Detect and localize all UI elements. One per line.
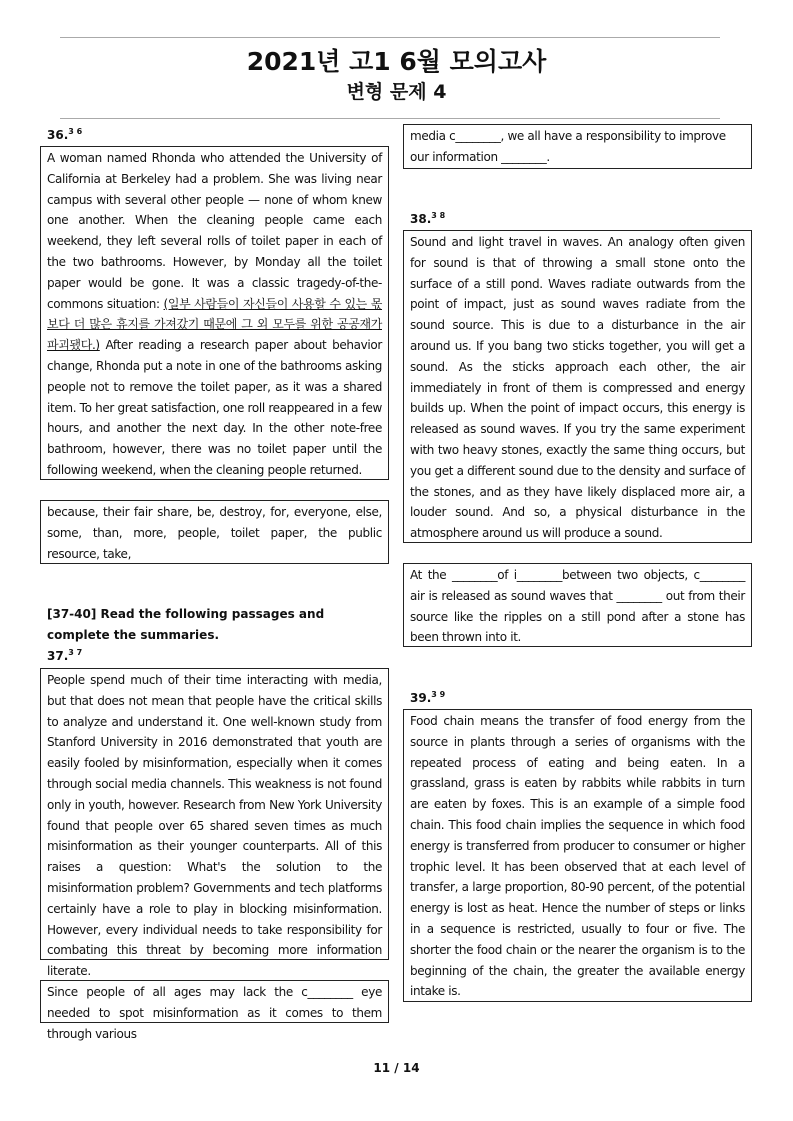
question-37-summary-part1: Since people of all ages may lack the c________ eye needed to spot misinformation as it comes to them through various: [40, 980, 389, 1023]
header-divider: [60, 118, 720, 119]
page-number: 11 / 14: [373, 1061, 420, 1075]
question-39-passage: Food chain means the transfer of food energy from the source in plants through a series of organisms with the repeated process of eating and being eaten. In a grassland, grass is eaten by rabbits while rabbits in turn are eaten by foxes. This is an example of a simple food chain. This food chain implies the sequence in which food energy is transferred from producer to consumer or higher trophic level. It has been observed that at each level of transfer, a large proportion, 80-90 percent, of the potential energy is lost as heat. Hence the number of steps or links in a sequence is restricted, usually to four or five. The shorter the food chain or the nearer the organism is to the beginning of the chain, the greater the available energy intake is.: [403, 709, 752, 1002]
question-number: 37.: [47, 649, 69, 663]
question-38-number: [410, 211, 445, 226]
question-38-passage: Sound and light travel in waves. An analogy often given for sound is that of throwing a small stone onto the surface of a still pond. Waves radiate outwards from the point of impact, just as sound waves radiate from the sound source. This is due to a disturbance in the air around us. If you bang two sticks together, you will get a sound. As the sticks approach each other, the air immediately in front of them is compressed and energy builds up. When the point of impact occurs, this energy is released as sound waves. If you try the same experiment with two heavy stones, exactly the same thing occurs, but you get a different sound due to the density and surface of the stones, and as they have likely displaced more air, a louder sound. And so, a physical disturbance in the atmosphere around us will produce a sound.: [403, 230, 752, 543]
page-subtitle: 변형 문제 4: [346, 81, 447, 103]
question-37-summary-part2: media c________, we all have a responsibility to improve our information ________.: [403, 124, 752, 169]
question-37-number: [47, 648, 82, 663]
question-38-summary: At the ________of i________between two objects, c________ air is released as sound waves that ________ out from their source like the ripples on a still pond after a stone has been thrown into it.: [403, 563, 752, 647]
question-39-number: [410, 690, 445, 705]
question-sup: 3 6: [68, 127, 83, 136]
question-number: 36.: [47, 128, 69, 142]
question-37-passage: People spend much of their time interacting with media, but that does not mean that people have the critical skills to analyze and understand it. One well-known study from Stanford University in 2016 demonstrated that youth are easily fooled by misinformation, especially when it comes through social media channels. This weakness is not found only in youth, however. Research from New York University found that people over 65 shared seven times as much misinformation as their younger counterparts. All of this raises a question: What's the solution to the misinformation problem? Governments and tech platforms certainly have a role to play in blocking misinformation. However, every individual needs to take responsibility for combating this threat by becoming more information literate.: [40, 668, 389, 960]
instructions: [37-40] Read the following passages and complete the summaries.: [47, 607, 325, 642]
question-36-number: [47, 127, 82, 142]
passage-text: After reading a research paper about behavior change, Rhonda put a note in one of the bathrooms asking people not to remove the toilet paper, as it was a shared item. To her great satisfaction, one roll reappeared in a few hours, and another the next day. In the other note-free bathroom, however, there was no toilet paper until the following weekend, when the cleaning people returned.: [47, 338, 382, 477]
question-sup: 3 7: [68, 648, 83, 657]
question-number: 38.: [410, 212, 432, 226]
question-sup: 3 9: [431, 690, 446, 699]
question-sup: 3 8: [431, 211, 446, 220]
passage-text: A woman named Rhonda who attended the University of California at Berkeley had a problem. She was living near campus with several other people — none of whom knew one another. When the cleaning people came each weekend, they left several rolls of toilet paper in each of the two bathrooms. However, by Monday all the toilet paper would be gone. It was a classic tragedy-of-the-commons situation:: [47, 151, 382, 311]
underlined-korean-text: (일부 사람들이 자신들이 사용할 수 있는 몫보다 더 많은 휴지를 가져갔기 때문에 그 외 모두를 위한 공공재가 파괴됐다.): [47, 296, 383, 353]
page-title: 2021년 고1 6월 모의고사: [246, 47, 547, 76]
question-36-word-bank: because, their fair share, be, destroy, for, everyone, else, some, than, more, people, toilet paper, the public resource, take,: [40, 500, 389, 564]
question-36-passage: [40, 146, 389, 480]
top-divider: [60, 37, 720, 38]
question-number: 39.: [410, 691, 432, 705]
